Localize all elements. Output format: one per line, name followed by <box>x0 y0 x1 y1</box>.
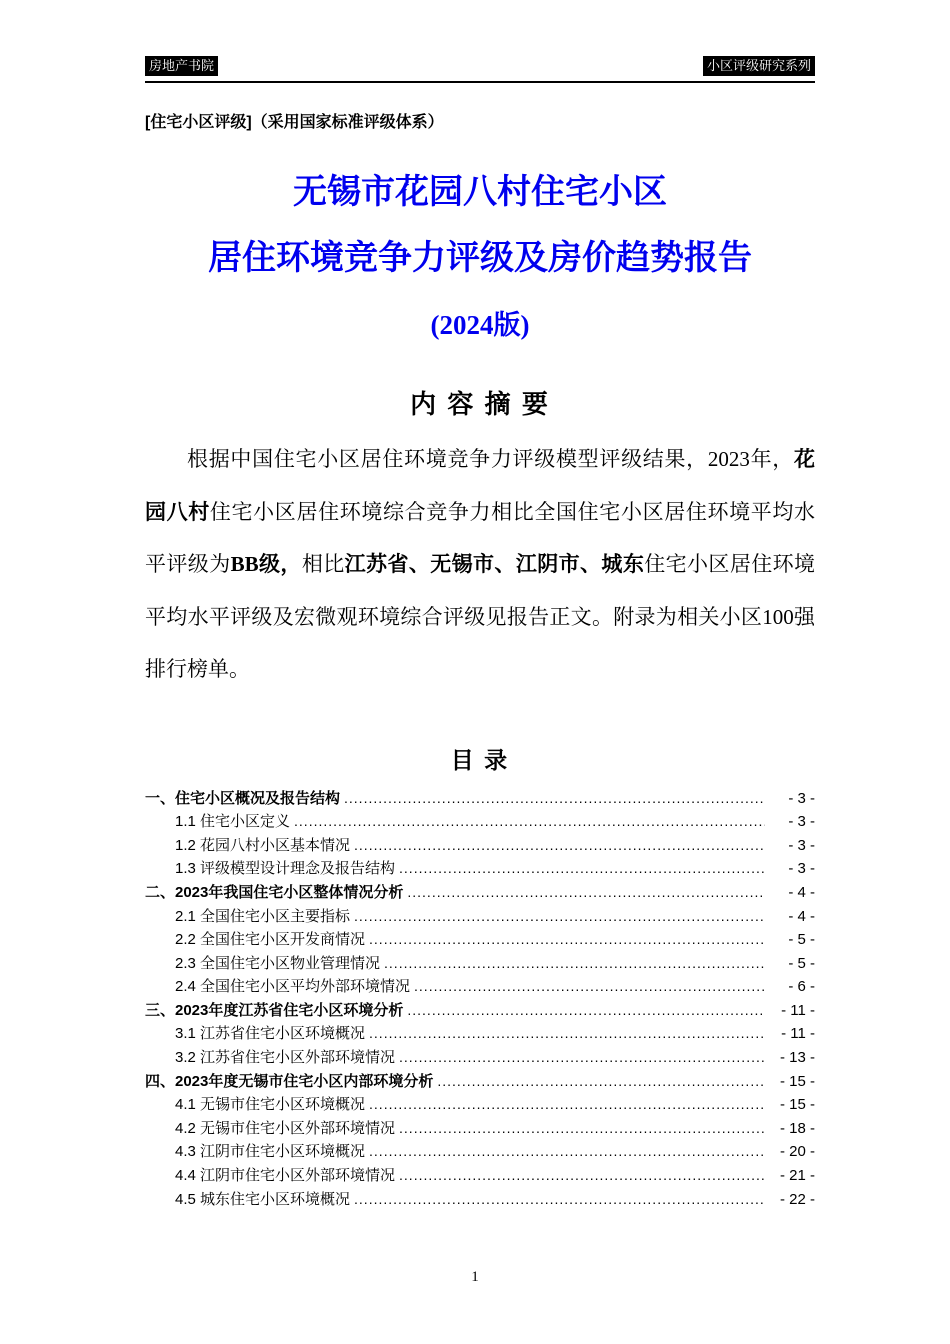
toc-label: 4.5 城东住宅小区环境概况 <box>175 1190 351 1208</box>
rating-system-tagline: [住宅小区评级]（采用国家标准评级体系） <box>145 114 444 132</box>
toc-dot-leader <box>294 810 765 834</box>
toc-label: 1.1 住宅小区定义 <box>175 813 291 831</box>
abstract-segment: 花园八村 <box>145 447 815 524</box>
toc-entry[interactable] <box>145 1022 815 1046</box>
toc-page-number: - 20 - <box>779 1143 815 1161</box>
toc-dot-leader <box>399 1117 765 1141</box>
toc-page-number: - 15 - <box>779 1096 815 1114</box>
abstract-segment: 江苏省、无锡市、江阴市、城东 <box>344 552 645 577</box>
abstract-segment: 根据中国住宅小区居住环境竞争力评级模型评级结果，2023年， <box>187 447 794 472</box>
toc-page-number: - 5 - <box>788 954 815 972</box>
toc-entry[interactable] <box>145 787 815 811</box>
toc-entry[interactable] <box>145 1093 815 1117</box>
toc-label: 4.1 无锡市住宅小区环境概况 <box>175 1096 366 1114</box>
toc-page-number: - 15 - <box>779 1072 815 1090</box>
toc-page-number: - 3 - <box>788 813 815 831</box>
toc-label: 2.1 全国住宅小区主要指标 <box>175 907 351 925</box>
toc-page-number: - 3 - <box>788 789 815 807</box>
toc-dot-leader <box>369 1140 765 1164</box>
toc-label: 4.3 江阴市住宅小区环境概况 <box>175 1143 366 1161</box>
toc-dot-leader <box>437 1070 765 1094</box>
toc-dot-leader <box>369 928 765 952</box>
abstract-segment: 住宅小区居住环境平均水平评级及宏微观环境综合评级见报告正文。附录为相关小区100强排行榜单。 <box>145 552 816 682</box>
toc-dot-leader <box>414 975 765 999</box>
toc-entry[interactable] <box>145 928 815 952</box>
toc-label: 2.3 全国住宅小区物业管理情况 <box>175 954 381 972</box>
toc-page-number: - 5 - <box>788 931 815 949</box>
toc-dot-leader <box>369 1093 765 1117</box>
abstract-heading: 内 容 摘 要 <box>410 389 550 420</box>
toc-page-number: - 13 - <box>779 1049 815 1067</box>
toc-label: 3.2 江苏省住宅小区外部环境情况 <box>175 1049 396 1067</box>
toc-dot-leader <box>407 999 765 1023</box>
toc-entry[interactable] <box>145 834 815 858</box>
toc-dot-leader <box>344 787 765 811</box>
toc-page-number: - 4 - <box>788 883 815 901</box>
toc-page-number: - 18 - <box>779 1119 815 1137</box>
toc-entry[interactable] <box>145 881 815 905</box>
toc-label: 四、2023年度无锡市住宅小区内部环境分析 <box>145 1072 434 1090</box>
toc-label: 二、2023年我国住宅小区整体情况分析 <box>145 883 404 901</box>
toc-entry[interactable] <box>145 975 815 999</box>
abstract-segment: 相比 <box>301 552 345 577</box>
toc-label: 三、2023年度江苏省住宅小区环境分析 <box>145 1001 404 1019</box>
toc-page-number: - 21 - <box>779 1167 815 1185</box>
toc-dot-leader <box>384 952 765 976</box>
abstract-paragraph <box>145 433 815 696</box>
toc-label: 一、住宅小区概况及报告结构 <box>145 789 341 807</box>
report-title-block <box>145 174 815 342</box>
report-title-line2: 居住环境竞争力评级及房价趋势报告 <box>208 239 752 277</box>
toc-list <box>145 787 815 1212</box>
toc-label: 4.2 无锡市住宅小区外部环境情况 <box>175 1119 396 1137</box>
toc-label: 2.4 全国住宅小区平均外部环境情况 <box>175 978 411 996</box>
toc-dot-leader <box>407 881 765 905</box>
toc-page-number: - 11 - <box>781 1025 815 1043</box>
toc-heading: 目 录 <box>450 746 510 773</box>
toc-dot-leader <box>399 1164 765 1188</box>
toc-entry[interactable] <box>145 1188 815 1212</box>
toc-dot-leader <box>354 834 765 858</box>
toc-dot-leader <box>399 857 765 881</box>
toc-dot-leader <box>354 1188 765 1212</box>
toc-dot-leader <box>369 1022 765 1046</box>
toc-entry[interactable] <box>145 857 815 881</box>
report-title-line1: 无锡市花园八村住宅小区 <box>293 174 667 212</box>
toc-dot-leader <box>399 1046 765 1070</box>
toc-label: 1.3 评级模型设计理念及报告结构 <box>175 860 396 878</box>
toc-entry[interactable] <box>145 1046 815 1070</box>
toc-entry[interactable] <box>145 1117 815 1141</box>
toc-page-number: - 11 - <box>781 1001 815 1019</box>
page-header <box>145 56 815 83</box>
toc-page-number: - 4 - <box>788 907 815 925</box>
toc-page-number: - 6 - <box>788 978 815 996</box>
toc-dot-leader <box>354 905 765 929</box>
toc-entry[interactable] <box>145 952 815 976</box>
abstract-segment: 住宅小区居住环境综合竞争力相比全国住宅小区居住环境平均水平评级为 <box>145 499 816 577</box>
abstract-segment: BB级， <box>230 552 302 577</box>
header-right-label: 小区评级研究系列 <box>703 56 815 76</box>
toc-entry[interactable] <box>145 1164 815 1188</box>
toc-page-number: - 3 - <box>788 836 815 854</box>
page-number: 1 <box>471 1269 479 1285</box>
toc-label: 2.2 全国住宅小区开发商情况 <box>175 931 366 949</box>
report-edition: (2024版) <box>430 310 530 341</box>
toc-page-number: - 22 - <box>779 1190 815 1208</box>
toc-entry[interactable] <box>145 999 815 1023</box>
toc-page-number: - 3 - <box>788 860 815 878</box>
toc-entry[interactable] <box>145 905 815 929</box>
header-left-label: 房地产书院 <box>145 56 218 76</box>
toc-entry[interactable] <box>145 810 815 834</box>
toc-entry[interactable] <box>145 1070 815 1094</box>
toc-label: 4.4 江阴市住宅小区外部环境情况 <box>175 1167 396 1185</box>
toc-entry[interactable] <box>145 1140 815 1164</box>
toc-label: 1.2 花园八村小区基本情况 <box>175 836 351 854</box>
toc-label: 3.1 江苏省住宅小区环境概况 <box>175 1025 366 1043</box>
